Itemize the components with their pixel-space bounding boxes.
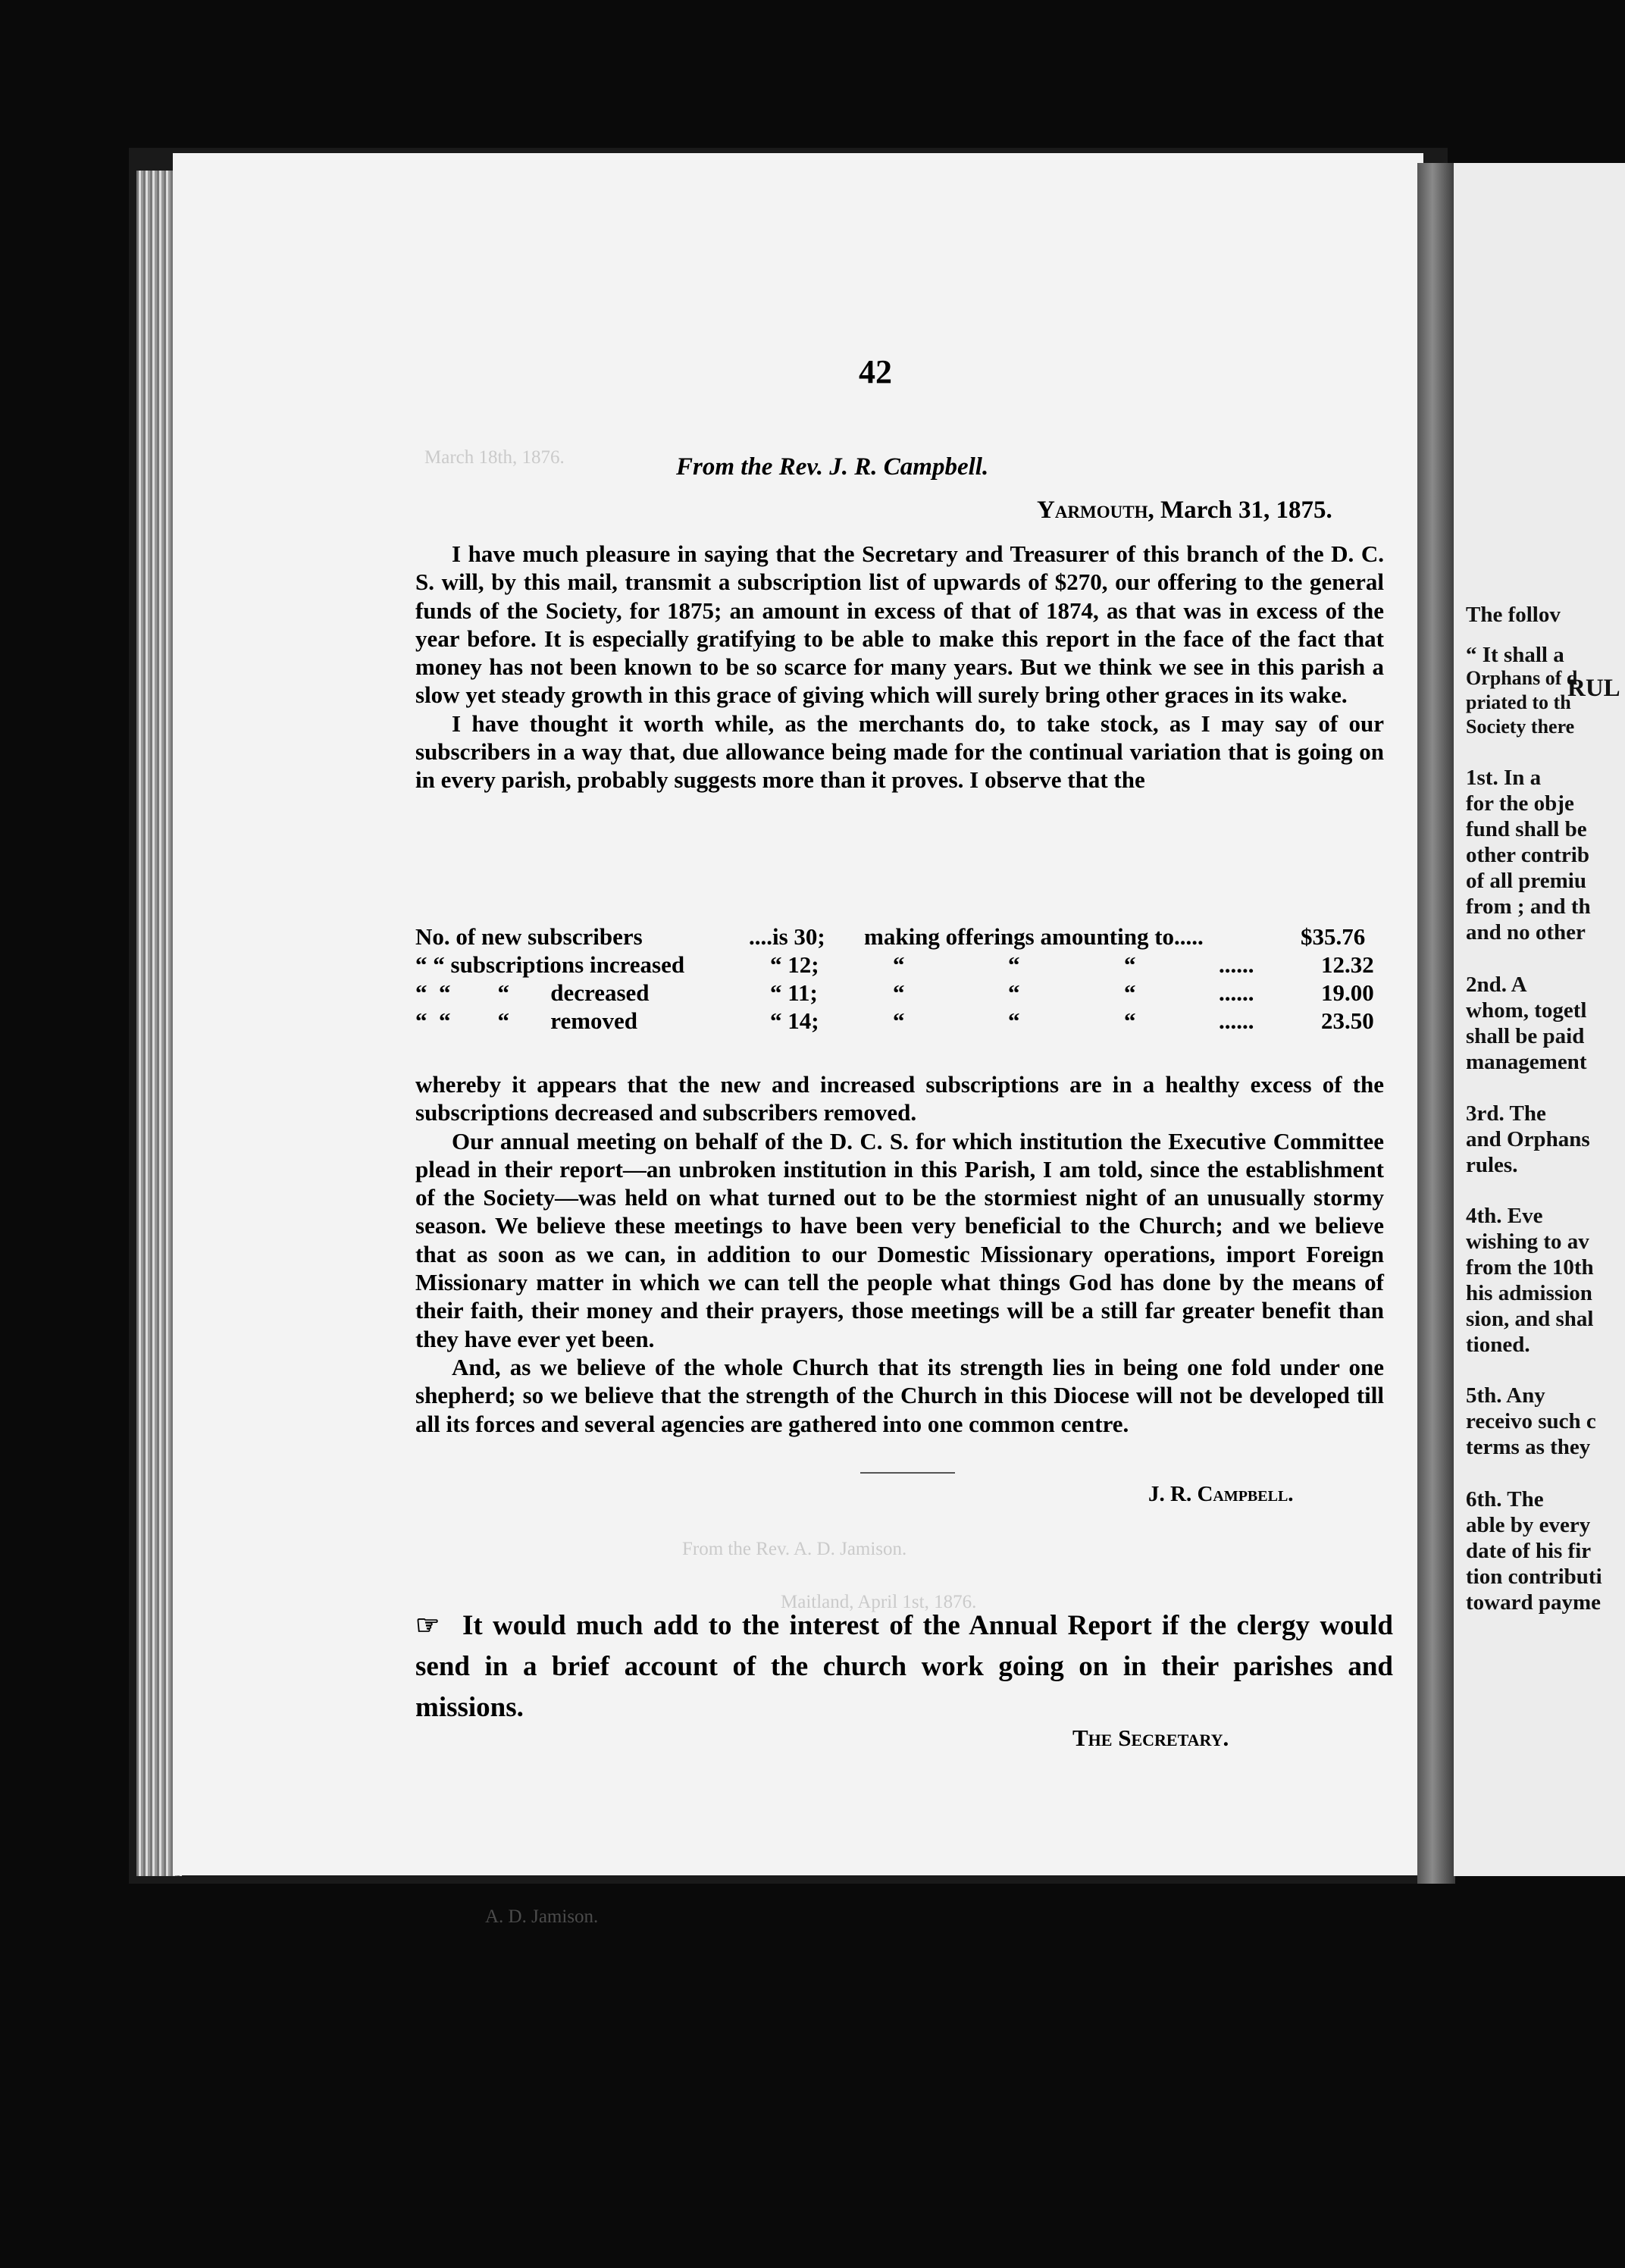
letter-body-continued bbox=[415, 1070, 1384, 1438]
ditto-mark: “ bbox=[1008, 979, 1020, 1006]
page-number: 42 bbox=[859, 353, 892, 390]
book-gutter bbox=[1417, 163, 1455, 1884]
row-amount: 12.32 bbox=[1321, 951, 1374, 978]
right-page-line: wishing to av bbox=[1466, 1230, 1589, 1254]
paragraph: I have thought it worth while, as the merchants do, to take stock, as I may say of our subscribers in a way that, due allowance being made for the continual variation that is going on in every parish, probably suggests more than it proves. I observe that the bbox=[415, 710, 1384, 794]
letter-body bbox=[415, 540, 1384, 794]
right-page-line: management bbox=[1466, 1050, 1587, 1074]
subscriber-table-row bbox=[415, 1007, 1385, 1036]
subscriber-table-row bbox=[415, 923, 1385, 952]
right-page-line: date of his fir bbox=[1466, 1539, 1592, 1563]
right-page-line: tioned. bbox=[1466, 1333, 1530, 1357]
row-label: “ “ “ removed bbox=[415, 1007, 638, 1034]
subscriber-table-row bbox=[415, 951, 1385, 980]
paragraph: Our annual meeting on behalf of the D. C. S. for which institution the Executive Committee plead in their report—an unbroken institution in this Parish, I am told, since the establishment of the Society—was held on what turned out to be the stormiest night of an unusually stormy season. We believe these meetings to have been very beneficial to the Church; and we believe that as soon as we can, in addition to our Domestic Missionary operations, import Foreign Missionary matter in which we can tell the people what things God has done by the means of their faith, their money and their prayers, those meetings will be a still far greater benefit than they have ever yet been. bbox=[415, 1127, 1384, 1352]
right-page-line: from ; and th bbox=[1466, 894, 1591, 919]
row-label: “ “ “ decreased bbox=[415, 979, 650, 1006]
right-page-line: Society there bbox=[1466, 716, 1575, 738]
letter-heading: From the Rev. J. R. Campbell. bbox=[676, 453, 989, 481]
right-page-line: sion, and shal bbox=[1466, 1307, 1594, 1331]
notice-signature: The Secretary. bbox=[1072, 1724, 1229, 1751]
right-page-line: and Orphans bbox=[1466, 1127, 1590, 1151]
ditto-mark: “ bbox=[1124, 1007, 1136, 1034]
row-count: “ 11; bbox=[770, 979, 818, 1006]
bleed-through-line: A. D. Jamison. bbox=[485, 1906, 599, 1927]
right-page-heading: RUL bbox=[1567, 675, 1620, 702]
right-page-line: and no other bbox=[1466, 920, 1586, 944]
right-page-line: 1st. In a bbox=[1466, 766, 1542, 790]
right-page-line: tion contributi bbox=[1466, 1565, 1602, 1589]
right-page-line: rules. bbox=[1466, 1153, 1518, 1177]
right-page-line: Orphans of d bbox=[1466, 667, 1578, 689]
bleed-through-line: March 18th, 1876. bbox=[424, 447, 565, 468]
ditto-mark: “ bbox=[1124, 979, 1136, 1006]
ditto-mark: “ bbox=[893, 1007, 905, 1034]
right-page-line: receivo such c bbox=[1466, 1409, 1596, 1433]
right-page-line: 4th. Eve bbox=[1466, 1204, 1543, 1228]
ditto-mark: “ bbox=[1008, 951, 1020, 978]
right-page-line: 2nd. A bbox=[1466, 973, 1527, 997]
right-page-line: other contrib bbox=[1466, 843, 1589, 867]
paragraph: I have much pleasure in saying that the Secretary and Treasurer of this branch of the D. C. S. will, by this mail, transmit a subscription list of upwards of $270, our offering to the general funds of the Society, for 1875; an amount in excess of that of 1874, as that was in excess of the year before. It is especially gratifying to be able to make this report in the face of the fact that money has not been known to be so scarce for many years. But we think we see in this parish a slow yet steady growth in this grace of giving which will surely bring other graces in its wake. bbox=[415, 540, 1384, 709]
row-dots: ...... bbox=[1219, 951, 1254, 978]
ditto-mark: “ bbox=[1124, 951, 1136, 978]
row-label: “ “ subscriptions increased bbox=[415, 951, 685, 978]
ditto-mark: “ bbox=[893, 979, 905, 1006]
right-page-line: priated to th bbox=[1466, 691, 1571, 713]
row-label: No. of new subscribers bbox=[415, 923, 643, 950]
right-page-line: The follov bbox=[1466, 603, 1561, 627]
section-divider bbox=[860, 1472, 955, 1474]
bleed-through-line: Maitland, April 1st, 1876. bbox=[781, 1592, 977, 1612]
right-page-line: his admission bbox=[1466, 1281, 1592, 1305]
right-page-line: 6th. The bbox=[1466, 1487, 1544, 1511]
letter-signature: J. R. Campbell. bbox=[1148, 1482, 1294, 1506]
subscriber-table-row bbox=[415, 979, 1385, 1008]
dateline-date: March 31, 1875. bbox=[1160, 497, 1332, 524]
row-count: “ 12; bbox=[770, 951, 819, 978]
row-text: making offerings amounting to..... bbox=[864, 923, 1204, 950]
right-page-line: from the 10th bbox=[1466, 1255, 1594, 1280]
right-page-line: able by every bbox=[1466, 1513, 1591, 1537]
paragraph: And, as we believe of the whole Church that its strength lies in being one fold under one shepherd; so we believe that the strength of the Church in this Diocese will not be developed till all its forces and several agencies are gathered into one common centre. bbox=[415, 1353, 1384, 1437]
row-count: “ 14; bbox=[770, 1007, 819, 1034]
right-page-line: toward payme bbox=[1466, 1590, 1602, 1615]
row-count: ....is 30; bbox=[749, 923, 825, 950]
ditto-mark: “ bbox=[893, 951, 905, 978]
secretary-notice bbox=[415, 1605, 1393, 1728]
paragraph: whereby it appears that the new and increased subscriptions are in a healthy excess of the subscriptions decreased and subscribers removed. bbox=[415, 1071, 1384, 1126]
right-page-line: 5th. Any bbox=[1466, 1383, 1545, 1408]
dateline-place: Yarmouth, bbox=[1037, 497, 1154, 524]
right-page-line: shall be paid bbox=[1466, 1024, 1585, 1048]
bleed-through-line: From the Rev. A. D. Jamison. bbox=[682, 1539, 907, 1559]
pointing-hand-icon: ☞ bbox=[415, 1610, 440, 1640]
row-amount: 23.50 bbox=[1321, 1007, 1374, 1034]
row-dots: ...... bbox=[1219, 979, 1254, 1006]
right-page-line: for the obje bbox=[1466, 791, 1574, 816]
right-page-line: whom, togetl bbox=[1466, 998, 1587, 1023]
right-page-line: fund shall be bbox=[1466, 817, 1587, 841]
dateline bbox=[1037, 497, 1332, 525]
right-page-fragment bbox=[1454, 163, 1625, 1876]
right-page-line: “ It shall a bbox=[1466, 643, 1564, 667]
ditto-mark: “ bbox=[1008, 1007, 1020, 1034]
right-page-line: 3rd. The bbox=[1466, 1101, 1546, 1126]
notice-text: It would much add to the interest of the Annual Report if the clergy would send in a brief account of the church work going on in their parishes and missions. bbox=[415, 1610, 1393, 1723]
row-dots: ...... bbox=[1219, 1007, 1254, 1034]
row-amount: 19.00 bbox=[1321, 979, 1374, 1006]
right-page-line: of all premiu bbox=[1466, 869, 1586, 893]
right-page-line: terms as they bbox=[1466, 1435, 1591, 1459]
row-amount: $35.76 bbox=[1301, 923, 1366, 950]
